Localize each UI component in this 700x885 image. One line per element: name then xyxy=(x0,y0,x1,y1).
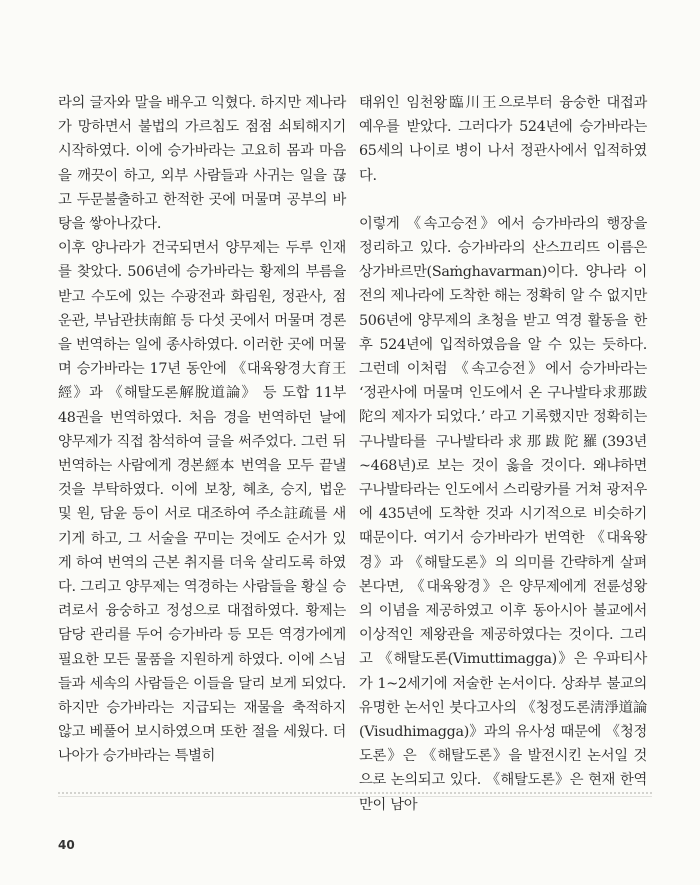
right-column xyxy=(359,91,647,817)
page-number: 40 xyxy=(58,838,75,852)
paragraph-3: 태위인 임천왕臨川王으로부터 융숭한 대접과 예우를 받았다. 그러다가 524년에 승가바라는 65세의 나이로 병이 나서 정관사에서 입적하였다. xyxy=(359,95,647,184)
paragraph-2: 이후 양나라가 건국되면서 양무제는 두루 인재를 찾았다. 506년에 승가바라는 황제의 부름을 받고 수도에 있는 수광전과 화림원, 정관사, 점운관, 부남관扶南館 등 다섯 곳에서 머물며 경론을 번역하는 일에 종사하였다. 이러한 곳에 머물며 승가바라는 17년 동안에 《대육왕경大育王經》과 《해탈도론解脫道論》 등 도합 11부 48권을 번역하였다. 처음 경을 번역하던 날에 양무제가 직접 참석하여 글을 써주었다. 그런 뒤 번역하는 사람에게 경본經本 번역을 모두 끝낼 것을 부탁하였다. 이에 보창, 혜초, 승지, 법운 및 원, 담윤 등이 서로 대조하여 주소註疏를 새기게 하고, 그 서술을 꾸미는 것에도 순서가 있게 하여 번역의 근본 취지를 더욱 살리도록 하였다. 그리고 양무제는 역경하는 사람들을 황실 승려로서 융숭하고 정성으로 대접하였다. 황제는 담당 관리를 두어 승가바라 등 모든 역경가에게 필요한 모든 물품을 지원하게 하였다. 이에 스님들과 세속의 사람들은 이들을 달리 보게 되었다. 하지만 승가바라는 지급되는 재물을 축적하지 않고 베풀어 보시하였으며 또한 절을 세웠다. 더 나아가 승가바라는 특별히 xyxy=(58,240,346,765)
left-column xyxy=(58,91,346,769)
footer-rule-secondary xyxy=(58,796,652,797)
footer-rule xyxy=(58,792,652,794)
paragraph-1: 라의 글자와 말을 배우고 익혔다. 하지만 제나라가 망하면서 불법의 가르침도 점점 쇠퇴해지기 시작하였다. 이에 승가바라는 고요히 몸과 마음을 깨끗이 하고, 외부 사람들과 사귀는 일을 끊고 두문불출하고 한적한 곳에 머물며 공부의 바탕을 쌓아나갔다. xyxy=(58,95,346,233)
paragraph-4: 이렇게 《속고승전》에서 승가바라의 행장을 정리하고 있다. 승가바라의 산스끄리뜨 이름은 상가바르만(Saṁghavarman)이다. 양나라 이전의 제나라에 도착한 해는 정확히 알 수 없지만 506년에 양무제의 초청을 받고 역경 활동을 한 후 524년에 입적하였음을 알 수 있는 듯하다. 그런데 이처럼 《속고승전》에서 승가바라는 ‘정관사에 머물며 인도에서 온 구나발타求那跋陀의 제자가 되었다.’ 라고 기록했지만 정확히는 구나발타를 구나발타라求那跋陀羅(393년~468년)로 보는 것이 옳을 것이다. 왜냐하면 구나발타라는 인도에서 스리랑카를 거쳐 광저우에 435년에 도착한 것과 시기적으로 비슷하기 때문이다. 여기서 승가바라가 번역한 《대육왕경》과 《해탈도론》의 의미를 간략하게 살펴본다면, 《대육왕경》은 양무제에게 전륜성왕의 이념을 제공하였고 이후 동아시아 불교에서 이상적인 제왕관을 제공하였다는 것이다. 그리고 《해탈도론(Vimuttimagga)》은 우파티사가 1~2세기에 저술한 논서이다. 상좌부 불교의 유명한 논서인 붓다고사의 《청정도론淸淨道論(Visudhimagga)》과의 유사성 때문에 《청정도론》은 《해탈도론》을 발전시킨 논서일 것으로 논의되고 있다. 《해탈도론》은 현재 한역만이 남아 xyxy=(359,215,647,813)
paragraph-gap xyxy=(359,188,647,212)
